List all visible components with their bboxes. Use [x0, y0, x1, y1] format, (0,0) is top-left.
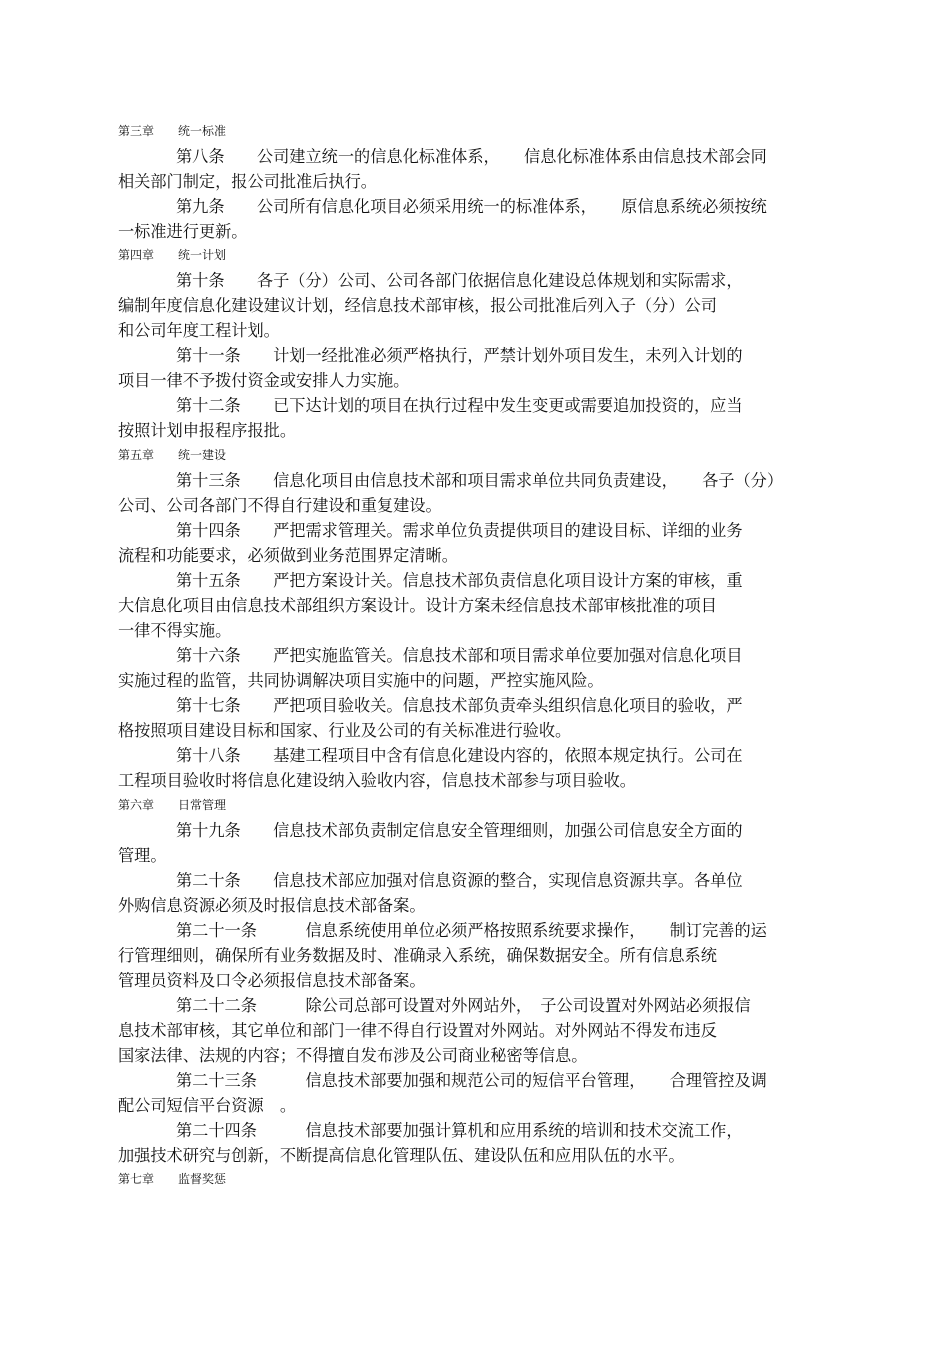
article-line: 第十七条 严把项目验收关。信息技术部负责牵头组织信息化项目的验收，严	[176, 696, 743, 715]
article-line: 第二十条 信息技术部应加强对信息资源的整合，实现信息资源共享。各单位	[176, 871, 743, 890]
article-line: 和公司年度工程计划。	[118, 321, 280, 340]
article-line: 第二十三条 信息技术部要加强和规范公司的短信平台管理， 合理管控及调	[176, 1071, 767, 1090]
article-line: 一标准进行更新。	[118, 222, 248, 241]
article-line: 配公司短信平台资源 。	[118, 1096, 297, 1115]
article-line: 格按照项目建设目标和国家、行业及公司的有关标准进行验收。	[118, 721, 572, 740]
chapter-heading: 第六章 日常管理	[118, 798, 227, 812]
article-line: 第十二条 已下达计划的项目在执行过程中发生变更或需要追加投资的，应当	[176, 396, 743, 415]
article-line: 相关部门制定，报公司批准后执行。	[118, 172, 377, 191]
article-line: 流程和功能要求，必须做到业务范围界定清晰。	[118, 546, 458, 565]
article-line: 第九条 公司所有信息化项目必须采用统一的标准体系， 原信息系统必须按统	[176, 197, 767, 216]
article-line: 第十条 各子（分）公司、公司各部门依据信息化建设总体规划和实际需求，	[176, 271, 743, 290]
chapter-heading: 第四章 统一计划	[118, 248, 227, 262]
article-line: 第二十二条 除公司总部可设置对外网站外， 子公司设置对外网站必须报信	[176, 996, 751, 1015]
chapter-heading: 第五章 统一建设	[118, 448, 227, 462]
article-line: 管理员资料及口令必须报信息技术部备案。	[118, 971, 426, 990]
article-line: 编制年度信息化建设建议计划，经信息技术部审核，报公司批准后列入子（分）公司	[118, 296, 717, 315]
article-line: 实施过程的监管，共同协调解决项目实施中的问题，严控实施风险。	[118, 671, 604, 690]
article-line: 第十一条 计划一经批准必须严格执行，严禁计划外项目发生，未列入计划的	[176, 346, 743, 365]
article-line: 第十九条 信息技术部负责制定信息安全管理细则，加强公司信息安全方面的	[176, 821, 743, 840]
article-line: 按照计划申报程序报批。	[118, 421, 297, 440]
article-line: 外购信息资源必须及时报信息技术部备案。	[118, 896, 426, 915]
article-line: 第十六条 严把实施监管关。信息技术部和项目需求单位要加强对信息化项目	[176, 646, 743, 665]
article-line: 第八条 公司建立统一的信息化标准体系， 信息化标准体系由信息技术部会同	[176, 147, 767, 166]
chapter-heading: 第七章 监督奖惩	[118, 1172, 227, 1186]
chapter-heading: 第三章 统一标准	[118, 124, 227, 138]
article-line: 加强技术研究与创新，不断提高信息化管理队伍、建设队伍和应用队伍的水平。	[118, 1146, 685, 1165]
article-line: 国家法律、法规的内容；不得擅自发布涉及公司商业秘密等信息。	[118, 1046, 588, 1065]
article-line: 第十五条 严把方案设计关。信息技术部负责信息化项目设计方案的审核，重	[176, 571, 743, 590]
article-line: 工程项目验收时将信息化建设纳入验收内容，信息技术部参与项目验收。	[118, 771, 636, 790]
article-line: 行管理细则，确保所有业务数据及时、准确录入系统，确保数据安全。所有信息系统	[118, 946, 717, 965]
article-line: 第二十四条 信息技术部要加强计算机和应用系统的培训和技术交流工作，	[176, 1121, 743, 1140]
article-line: 第十八条 基建工程项目中含有信息化建设内容的，依照本规定执行。公司在	[176, 746, 743, 765]
article-line: 公司、公司各部门不得自行建设和重复建设。	[118, 496, 442, 515]
article-line: 第二十一条 信息系统使用单位必须严格按照系统要求操作， 制订完善的运	[176, 921, 767, 940]
article-line: 息技术部审核，其它单位和部门一律不得自行设置对外网站。对外网站不得发布违反	[118, 1021, 717, 1040]
article-line: 第十四条 严把需求管理关。需求单位负责提供项目的建设目标、详细的业务	[176, 521, 743, 540]
article-line: 管理。	[118, 846, 167, 865]
article-line: 一律不得实施。	[118, 621, 232, 640]
article-line: 项目一律不予拨付资金或安排人力实施。	[118, 371, 410, 390]
article-line: 第十三条 信息化项目由信息技术部和项目需求单位共同负责建设， 各子（分）	[176, 471, 784, 490]
article-line: 大信息化项目由信息技术部组织方案设计。设计方案未经信息技术部审核批准的项目	[118, 596, 717, 615]
